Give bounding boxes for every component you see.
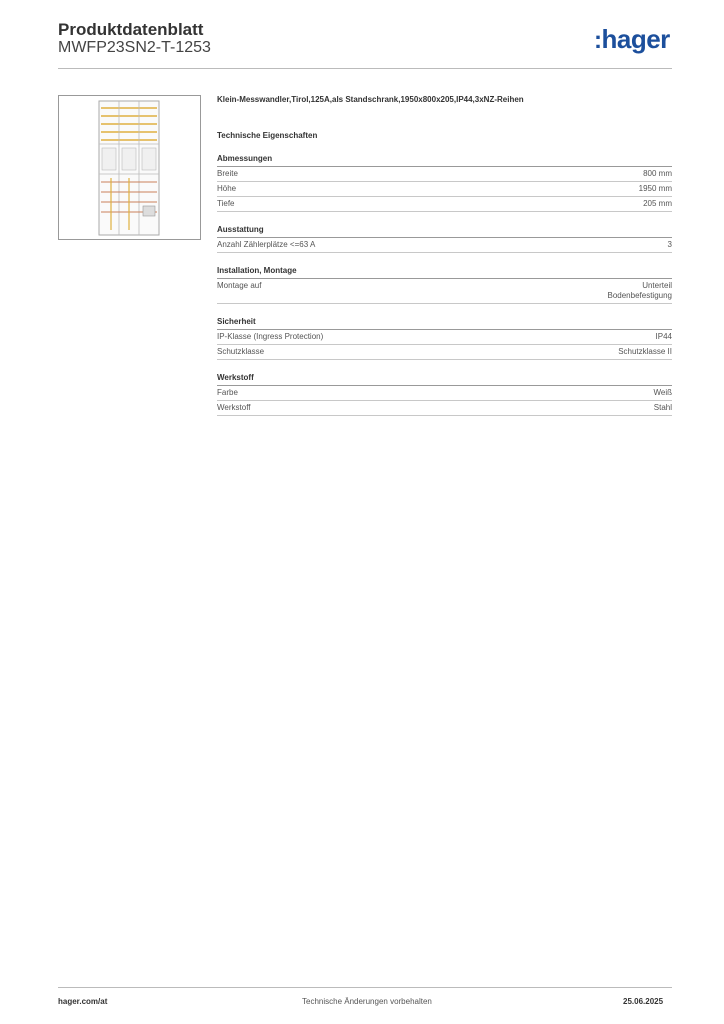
page-title: Produktdatenblatt [58,20,204,39]
spec-row [217,386,672,401]
footer-disclaimer: Technische Änderungen vorbehalten [302,997,432,1006]
spec-section [217,225,672,253]
spec-row [217,345,672,360]
spec-value-line: Weiß [653,388,672,397]
spec-section [217,154,672,212]
spec-value-line: 205 mm [643,199,672,208]
product-image [58,95,201,240]
spec-value [654,403,672,413]
spec-value [643,169,672,179]
spec-value-line: 1950 mm [638,184,672,193]
product-details [217,95,672,416]
header-divider [58,68,672,69]
spec-value-line: IP44 [655,332,672,341]
cabinet-drawing [59,96,200,239]
spec-value [608,281,673,301]
spec-row [217,279,672,304]
spec-row [217,330,672,345]
spec-value-line: 800 mm [643,169,672,178]
spec-row [217,182,672,197]
spec-section-title: Ausstattung [217,225,672,238]
spec-label: IP-Klasse (Ingress Protection) [217,332,324,341]
spec-row [217,238,672,253]
spec-section-title: Abmessungen [217,154,672,167]
spec-section-title: Installation, Montage [217,266,672,279]
footer-date: 25.06.2025 [623,997,664,1006]
spec-section [217,373,672,416]
logo-text: hager [601,24,670,54]
spec-value-line: Stahl [653,403,672,412]
spec-section [217,266,672,304]
product-description: Klein-Messwandler,Tirol,125A,als Standschrank,1950x800x205,IP44,3xNZ-Reihen [217,95,524,104]
spec-value [643,199,672,209]
spec-label: Farbe [217,388,238,397]
spec-label: Höhe [217,184,237,193]
spec-value-line: Schutzklasse II [618,347,672,356]
spec-value-line: Bodenbefestigung [607,291,672,300]
spec-value [639,184,672,194]
spec-value [668,240,672,250]
spec-row [217,401,672,416]
product-code: MWFP23SN2-T-1253 [58,39,211,56]
spec-value [653,388,672,398]
footer-divider [58,987,672,988]
specification-sections [217,154,672,416]
spec-label: Schutzklasse [217,347,265,356]
spec-value-line: Unterteil [642,281,672,290]
spec-section-title: Sicherheit [217,317,672,330]
spec-label: Anzahl Zählerplätze <=63 A [217,240,316,249]
spec-label: Tiefe [217,199,235,208]
spec-label: Werkstoff [217,403,251,412]
spec-value-line: 3 [667,240,672,249]
spec-section-title: Werkstoff [217,373,672,386]
hager-logo: :hager [594,24,670,54]
spec-section [217,317,672,360]
spec-value [656,332,672,342]
spec-row [217,197,672,212]
tech-heading: Technische Eigenschaften [217,131,318,140]
footer-website-link[interactable]: hager.com/at [58,997,108,1006]
spec-value [618,347,672,357]
spec-label: Breite [217,169,238,178]
spec-row [217,167,672,182]
spec-label: Montage auf [217,281,262,290]
